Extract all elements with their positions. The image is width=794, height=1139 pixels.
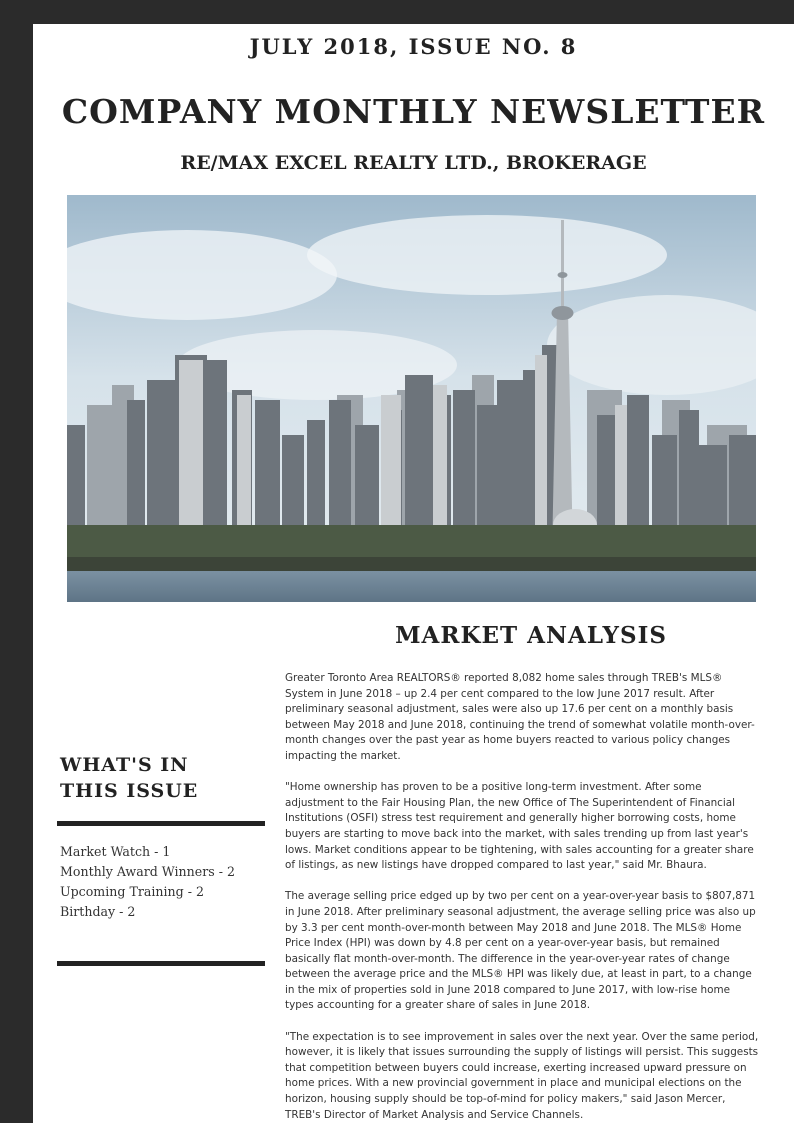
article-paragraph: "Home ownership has proven to be a positive long-term investment. After some adjustment to the Fair Housing Plan, the new Office of The Superintendent of Financial Institutions (OSFI) stress test requirement and generally higher borrowing costs, home buyers are starting to move back into the market, with sales trending up from last year's lows. Market conditions appear to be tightening, with sales accounting for a greater share of listings, as new listings have dropped compared to last year," said Mr. Bhaura. [285,781,754,872]
toc-item: Upcoming Training - 2 [60,884,204,899]
toc-item: Birthday - 2 [60,904,136,919]
skyline-illustration [67,195,756,602]
article-paragraph: The average selling price edged up by two per cent on a year-over-year basis to $807,871 in June 2018. After preliminary seasonal adjustment, the average selling price was also up by 3.3 per cent month-over-month between May 2018 and June 2018. The MLS® Home Price Index (HPI) was down by 4.8 per cent on a year-over-year basis, but remained basically flat month-over-month. The difference in the year-over-year rates of change between the average price and the MLS® HPI was likely due, at least in part, to a change in the mix of properties sold in June 2018 compared to June 2017, with low-rise home types accounting for a greater share of sales in June 2018. [285,890,756,1012]
newsletter-title: COMPANY MONTHLY NEWSLETTER [61,92,766,131]
article-paragraph: Greater Toronto Area REALTORS® reported 8,082 home sales through TREB's MLS® System in June 2018 – up 2.4 per cent compared to the low June 2017 result. After preliminary seasonal adjustment, sales were also up 17.6 per cent on a monthly basis between May 2018 and June 2018, continuing the trend of somewhat volatile month-over-month changes over the past year as home buyers reacted to various policy changes impacting the market. [285,672,755,762]
cloud [307,215,667,295]
toc-heading-line: WHAT'S IN [60,754,189,776]
market-analysis-heading: MARKET ANALYSIS [395,622,667,649]
toc-heading-line: THIS ISSUE [60,780,199,802]
toc-item: Market Watch - 1 [60,844,171,859]
lake-water [67,571,756,602]
divider [57,821,265,826]
shoreline [67,557,756,571]
brokerage-name: RE/MAX EXCEL REALTY LTD., BROKERAGE [180,152,647,174]
issue-line: JULY 2018, ISSUE NO. 8 [249,34,578,59]
toronto-skyline-photo [67,195,756,602]
divider [57,961,265,966]
left-border [0,0,33,1123]
toc-list [60,842,235,922]
toc-item: Monthly Award Winners - 2 [60,864,235,879]
top-border [0,0,794,24]
article-paragraph: "The expectation is to see improvement in sales over the next year. Over the same period, however, it is likely that issues surrounding the supply of listings will persist. This suggests that competition between buyers could increase, exerting increased upward pressure on home prices. With a new provincial government in place and municipal elections on the horizon, housing supply should be top-of-mind for policy makers," said Jason Mercer, TREB's Director of Market Analysis and Service Channels. [285,1030,759,1121]
market-analysis-article [285,671,761,1139]
toc-heading [60,752,260,804]
